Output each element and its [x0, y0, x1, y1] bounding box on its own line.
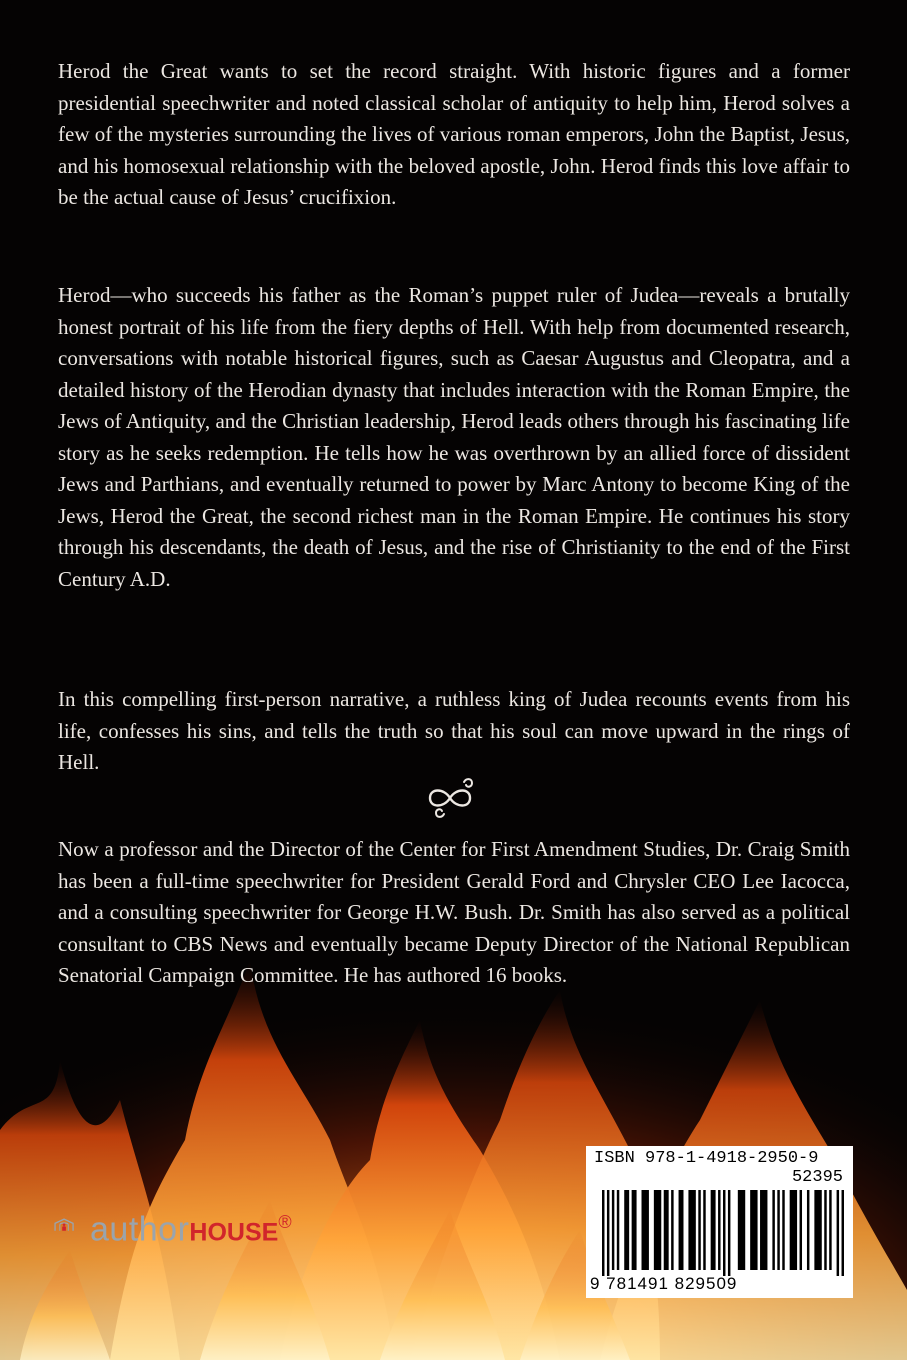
barcode-bar — [698, 1190, 700, 1270]
publisher-wordmark — [90, 1202, 292, 1252]
barcode-bar — [664, 1190, 669, 1270]
barcode-bar — [642, 1190, 649, 1270]
barcode-bar — [602, 1190, 604, 1276]
registered-mark: ® — [278, 1212, 292, 1232]
barcode-bar — [837, 1190, 839, 1276]
barcode-bar — [671, 1190, 673, 1270]
barcode-bar — [829, 1190, 831, 1270]
barcode-bar — [800, 1190, 802, 1270]
barcode-bar — [624, 1190, 629, 1270]
isbn-text: ISBN 978-1-4918-2950-9 — [594, 1149, 819, 1168]
barcode-bar — [612, 1190, 614, 1270]
publisher-name-light: author — [90, 1210, 190, 1249]
infinity-flourish-icon — [422, 776, 486, 820]
barcode-bar — [703, 1190, 705, 1270]
description-paragraph-2: Herod—who succeeds his father as the Roman’s puppet ruler of Judea—reveals a brutally honest portrait of his life from the fiery depths of Hell. With help from documented research, conversations with notable historical figures, such as Caesar Augustus and Cleopatra, and a detailed history of the Herodian dynasty that includes interaction with the Roman Empire, the Jews of Antiquity, and the Christian leadership, Herod leads others through his fascinating life story as he seeks redemption. He tells how he was overthrown by an allied force of dissident Jews and Parthians, and eventually returned to power by Marc Antony to become King of the Jews, Herod the Great, the second richest man in the Roman Empire. He continues his story through his descendants, the death of Jesus, and the rise of Christianity to the end of the First Century A.D. — [58, 283, 850, 591]
barcode-bar — [723, 1190, 725, 1276]
barcode-bar — [738, 1190, 745, 1270]
isbn-barcode — [586, 1146, 853, 1298]
barcode-bars — [602, 1190, 844, 1276]
barcode-bar — [718, 1190, 720, 1270]
barcode-bar — [654, 1190, 661, 1270]
barcode-bar — [760, 1190, 767, 1270]
barcode-bar — [777, 1190, 779, 1270]
description-paragraph-3: In this compelling first-person narrative, a ruthless king of Judea recounts events from his life, confesses his sins, and tells the truth so that his soul can move upward in the rings of Hell. — [58, 687, 850, 774]
barcode-bar — [679, 1190, 684, 1270]
author-bio: Now a professor and the Director of the Center for First Amendment Studies, Dr. Craig Smith has been a full-time speechwriter for President Gerald Ford and Chrysler CEO Lee Iacocca, and a consulting speechwriter for George H.W. Bush. Dr. Smith has also served as a political consultant to CBS News and eventually became Deputy Director of the National Republican Senatorial Campaign Committee. He has authored 16 books. — [58, 837, 850, 987]
barcode-bar — [824, 1190, 826, 1270]
barcode-bar — [782, 1190, 784, 1270]
publisher-name-strong: HOUSE — [189, 1218, 279, 1247]
barcode-bar — [807, 1190, 809, 1270]
barcode-bar — [617, 1190, 619, 1270]
barcode-bar — [632, 1190, 637, 1270]
barcode-bar — [728, 1190, 730, 1276]
barcode-bar — [790, 1190, 797, 1270]
description-paragraph-1: Herod the Great wants to set the record straight. With historic figures and a former presidential speechwriter and noted classical scholar of antiquity to help him, Herod solves a few of the mysteries surrounding the lives of various roman emperors, John the Baptist, Jesus, and his homosexual relationship with the beloved apostle, John. Herod finds this love affair to be the actual cause of Jesus’ crucifixion. — [58, 59, 850, 209]
barcode-bar — [711, 1190, 716, 1270]
barcode-bar — [772, 1190, 774, 1270]
barcode-bar — [842, 1190, 844, 1276]
barcode-bar — [814, 1190, 821, 1270]
barcode-bar — [688, 1190, 695, 1270]
barcode-bar — [607, 1190, 609, 1276]
barcode-bar — [750, 1190, 757, 1270]
ean-digits: 9 781491 829509 — [590, 1274, 738, 1293]
price-code: 52395 — [791, 1168, 843, 1187]
